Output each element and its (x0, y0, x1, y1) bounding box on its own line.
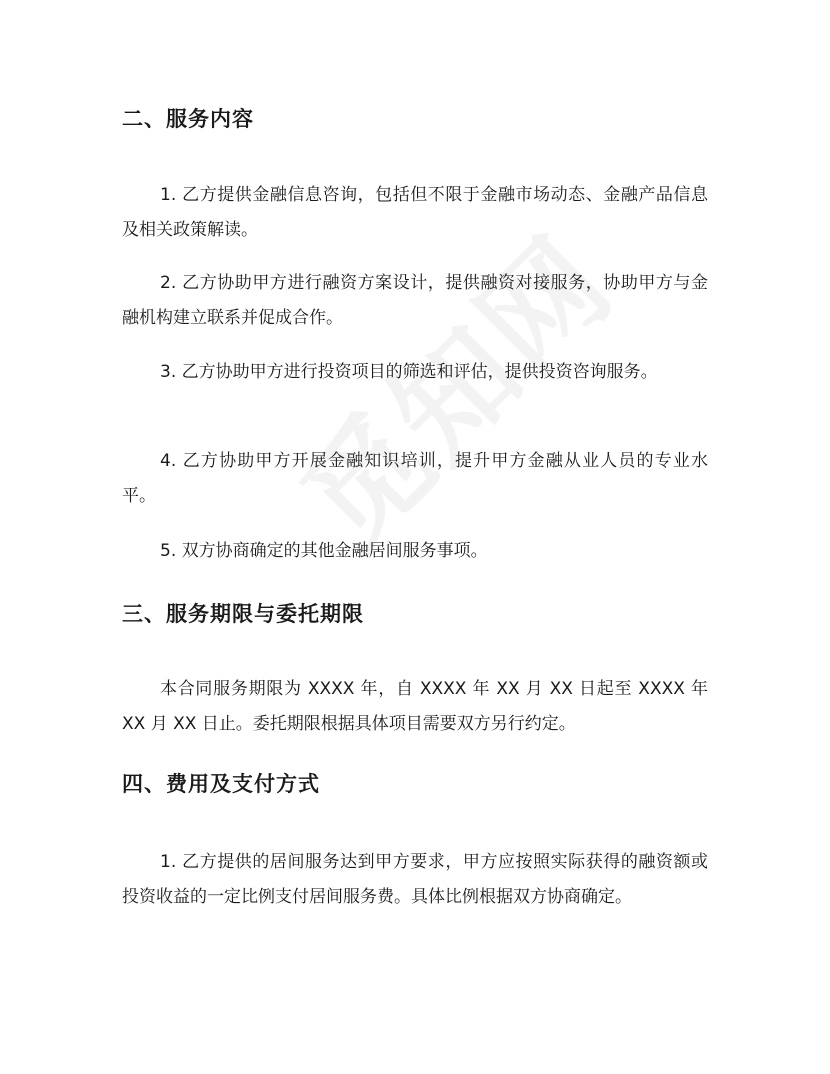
paragraph: 5. 双方协商确定的其他金融居间服务事项。 (160, 541, 488, 561)
section-heading-fees-payment: 四、费用及支付方式 (122, 772, 320, 796)
paragraph: 本合同服务期限为 XXXX 年，自 XXXX 年 XX 月 XX 日起至 XXXX 年 XX 月 XX 日止。委托期限根据具体项目需要双方另行约定。 (122, 679, 708, 734)
section-heading-service-content: 二、服务内容 (122, 107, 254, 131)
paragraph: 3. 乙方协助甲方进行投资项目的筛选和评估，提供投资咨询服务。 (160, 362, 658, 382)
paragraph: 1. 乙方提供金融信息咨询，包括但不限于金融市场动态、金融产品信息及相关政策解读。 (122, 185, 708, 240)
paragraph: 1. 乙方提供的居间服务达到甲方要求，甲方应按照实际获得的融资额或投资收益的一定比例支付居间服务费。具体比例根据双方协商确定。 (122, 852, 708, 907)
paragraph: 4. 乙方协助甲方开展金融知识培训，提升甲方金融从业人员的专业水平。 (122, 451, 708, 506)
section-heading-service-term: 三、服务期限与委托期限 (122, 602, 364, 626)
paragraph: 2. 乙方协助甲方进行融资方案设计，提供融资对接服务，协助甲方与金融机构建立联系并促成合作。 (122, 273, 708, 328)
